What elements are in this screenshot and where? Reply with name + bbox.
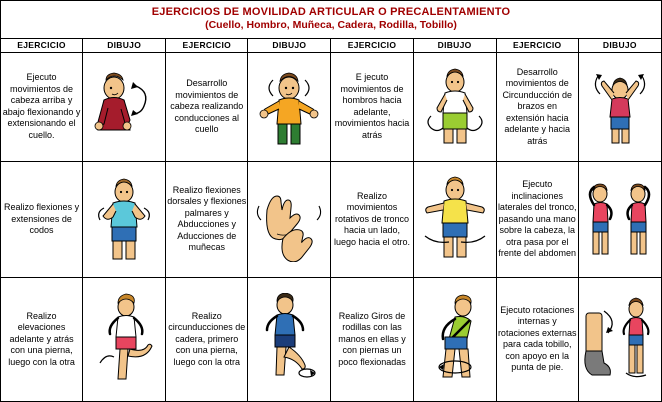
person-trunk-rotation-icon [415, 176, 495, 262]
title-line-2: (Cuello, Hombro, Muñeca, Cadera, Rodilla, Tobillo) [205, 19, 457, 32]
exercise-drawing [578, 277, 661, 401]
person-leg-raise-icon [84, 293, 164, 385]
header-drawing-1: DIBUJO [83, 38, 166, 52]
person-arm-circumduction-icon [580, 68, 660, 146]
exercise-drawing [83, 161, 166, 277]
exercise-drawing [83, 52, 166, 161]
header-exercise-2: EJERCICIO [166, 38, 248, 52]
person-elbow-flexion-icon [84, 176, 164, 262]
title-row [1, 1, 662, 39]
person-neck-flexion-extension-icon [84, 68, 164, 146]
person-hip-circumduction-icon [249, 293, 329, 385]
two-people-lateral-bend-icon [580, 176, 660, 262]
exercise-drawing [248, 277, 331, 401]
exercise-text: E jecuto movimientos de hombros hacia adelante, movimientos hacia atrás [331, 52, 413, 161]
exercise-text: Realizo flexiones y extensiones de codos [1, 161, 83, 277]
exercise-text: Realizo circunducciones de cadera, primero con una pierna, luego con la otra [166, 277, 248, 401]
table-row [1, 161, 662, 277]
exercise-drawing [578, 52, 661, 161]
person-shoulder-circles-icon [415, 68, 495, 146]
exercise-text: Realizo elevaciones adelante y atrás con una pierna, luego con la otra [1, 277, 83, 401]
header-exercise-4: EJERCICIO [496, 38, 578, 52]
exercise-text: Realizo movimientos rotativos de tronco hacia un lado, luego hacia el otro. [331, 161, 413, 277]
exercise-drawing [248, 161, 331, 277]
person-knee-circles-icon [415, 293, 495, 385]
person-neck-rotation-icon [249, 68, 329, 146]
exercise-text: Ejecuto movimientos de cabeza arriba y abajo flexionando y extensionando el cuello. [1, 52, 83, 161]
table-row [1, 277, 662, 401]
header-drawing-3: DIBUJO [413, 38, 496, 52]
exercise-drawing [413, 161, 496, 277]
header-row [1, 38, 662, 52]
page-title [1, 1, 662, 39]
exercise-text: Ejecuto inclinaciones laterales del tronco, pasando una mano sobre la cabeza, la otra pasa por el frente del abdomen [496, 161, 578, 277]
header-exercise-3: EJERCICIO [331, 38, 413, 52]
exercise-drawing [83, 277, 166, 401]
exercise-text: Ejecuto rotaciones internas y rotaciones externas para cada tobillo, con apoyo en la punta de pie. [496, 277, 578, 401]
header-drawing-4: DIBUJO [578, 38, 661, 52]
exercise-drawing [248, 52, 331, 161]
exercise-drawing [413, 277, 496, 401]
exercise-text: Realizo flexiones dorsales y flexiones palmares y Abducciones y Aducciones de muñecas [166, 161, 248, 277]
header-exercise-1: EJERCICIO [1, 38, 83, 52]
foot-ankle-rotation-icon [580, 293, 660, 385]
exercise-text: Realizo Giros de rodillas con las manos en ellas y con piernas un poco flexionadas [331, 277, 413, 401]
hands-wrist-movements-icon [249, 176, 329, 262]
table-row [1, 52, 662, 161]
header-drawing-2: DIBUJO [248, 38, 331, 52]
exercise-drawing [578, 161, 661, 277]
exercise-drawing [413, 52, 496, 161]
title-line-1: EJERCICIOS DE MOVILIDAD ARTICULAR O PRECALENTAMIENTO [151, 6, 511, 19]
exercise-text: Desarrollo movimientos de Circunducción de brazos en extensión hacia adelante y hacia atrás [496, 52, 578, 161]
exercise-text: Desarrollo movimientos de cabeza realizando conducciones al cuello [166, 52, 248, 161]
